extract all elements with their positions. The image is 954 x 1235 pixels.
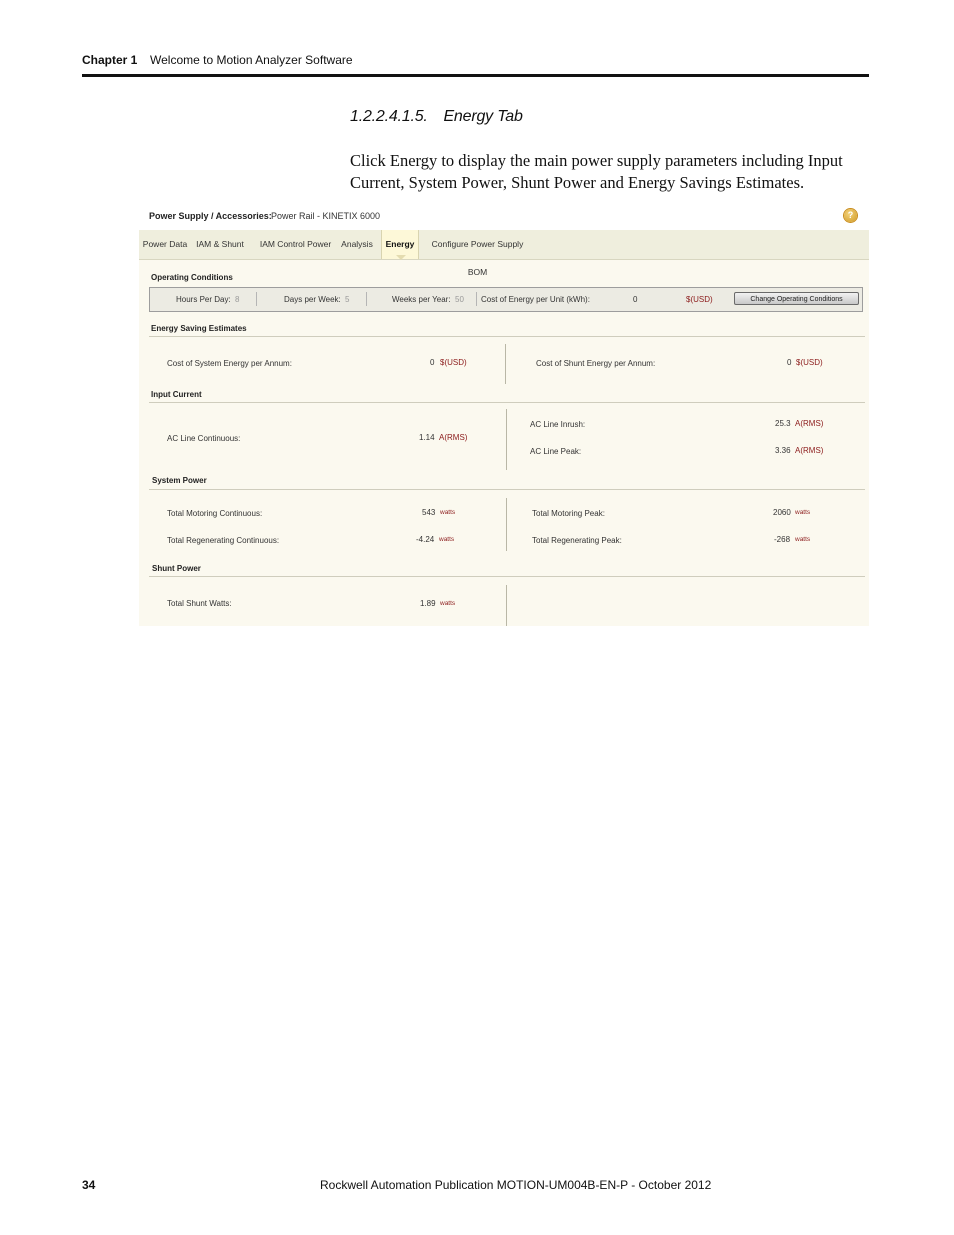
operating-conditions-heading: Operating Conditions [151, 273, 233, 282]
tab-iam-shunt[interactable]: IAM & Shunt [196, 239, 244, 249]
ac-line-inrush-value: 25.3 [775, 419, 791, 428]
ac-line-continuous-unit: A(RMS) [439, 433, 468, 442]
shunt-power-heading: Shunt Power [152, 564, 201, 573]
cost-per-unit-unit: $(USD) [686, 295, 713, 304]
column-divider [506, 409, 507, 470]
power-supply-value: Power Rail - KINETIX 6000 [271, 211, 381, 221]
power-supply-title-bar [139, 203, 869, 230]
total-motoring-peak-unit: watts [795, 509, 811, 516]
divider [256, 292, 257, 306]
ac-line-continuous-label: AC Line Continuous: [167, 434, 241, 443]
total-motoring-continuous-label: Total Motoring Continuous: [167, 509, 263, 518]
operating-conditions-bar [149, 287, 863, 312]
total-regenerating-peak-label: Total Regenerating Peak: [532, 536, 622, 545]
body-paragraph: Click Energy to display the main power supply parameters including Input Current, System Power, Shunt Power and Energy Savings Estimates. [350, 151, 843, 192]
ac-line-continuous-value: 1.14 [419, 433, 435, 442]
tab-iam-control-power[interactable]: IAM Control Power [259, 239, 332, 249]
tab-analysis[interactable]: Analysis [341, 239, 373, 249]
divider [366, 292, 367, 306]
hours-per-day-value: 8 [235, 295, 240, 304]
total-motoring-peak-value: 2060 [773, 508, 791, 517]
section-rule [149, 402, 865, 403]
section-rule [149, 576, 865, 577]
ac-line-peak-value: 3.36 [775, 446, 791, 455]
total-motoring-peak-label: Total Motoring Peak: [532, 509, 605, 518]
section-rule [149, 489, 865, 490]
days-per-week-label: Days per Week: [284, 295, 341, 304]
total-regenerating-peak-unit: watts [795, 536, 811, 543]
ac-line-peak-unit: A(RMS) [795, 446, 824, 455]
hours-per-day-label: Hours Per Day: [176, 295, 231, 304]
column-divider [505, 344, 506, 384]
total-shunt-watts-unit: watts [440, 600, 456, 607]
energy-saving-heading: Energy Saving Estimates [151, 324, 247, 333]
total-regenerating-continuous-label: Total Regenerating Continuous: [167, 536, 280, 545]
chapter-label: Chapter 1 [82, 53, 138, 67]
cost-per-unit-value: 0 [633, 295, 638, 304]
total-regenerating-continuous-unit: watts [439, 536, 455, 543]
tab-power-data[interactable]: Power Data [142, 239, 188, 249]
system-energy-cost-label: Cost of System Energy per Annum: [167, 359, 292, 368]
total-regenerating-continuous-value: -4.24 [416, 535, 435, 544]
chapter-title: Welcome to Motion Analyzer Software [150, 53, 353, 67]
total-motoring-continuous-value: 543 [422, 508, 436, 517]
shunt-energy-cost-value: 0 [787, 358, 792, 367]
shunt-energy-cost-unit: $(USD) [796, 358, 823, 367]
ac-line-inrush-unit: A(RMS) [795, 419, 824, 428]
section-rule [149, 336, 865, 337]
tab-configure-power-supply-bom[interactable]: Configure Power Supply BOM [431, 239, 524, 277]
publication-info: Rockwell Automation Publication MOTION-UM004B-EN-P - October 2012 [320, 1178, 712, 1192]
days-per-week-value: 5 [345, 295, 350, 304]
shunt-energy-cost-label: Cost of Shunt Energy per Annum: [536, 359, 656, 368]
page-number: 34 [82, 1178, 96, 1192]
total-motoring-continuous-unit: watts [440, 509, 456, 516]
cost-per-unit-label: Cost of Energy per Unit (kWh): [481, 295, 590, 304]
tab-energy[interactable]: Energy [381, 230, 419, 259]
change-operating-conditions-button[interactable]: Change Operating Conditions [734, 292, 859, 305]
divider [476, 292, 477, 306]
input-current-heading: Input Current [151, 390, 202, 399]
weeks-per-year-label: Weeks per Year: [392, 295, 451, 304]
system-power-heading: System Power [152, 476, 207, 485]
system-energy-cost-value: 0 [430, 358, 435, 367]
active-tab-pointer [396, 255, 406, 260]
column-divider [506, 585, 507, 626]
system-energy-cost-unit: $(USD) [440, 358, 467, 367]
column-divider [506, 498, 507, 551]
total-shunt-watts-label: Total Shunt Watts: [167, 599, 232, 608]
total-regenerating-peak-value: -268 [774, 535, 791, 544]
ac-line-inrush-label: AC Line Inrush: [530, 420, 586, 429]
total-shunt-watts-value: 1.89 [420, 599, 436, 608]
question-icon[interactable]: ? [844, 209, 857, 222]
ac-line-peak-label: AC Line Peak: [530, 447, 582, 456]
power-supply-label: Power Supply / Accessories: [149, 211, 272, 221]
tab-bar [139, 230, 869, 277]
weeks-per-year-value: 50 [455, 295, 464, 304]
energy-tab-screenshot [139, 203, 869, 626]
section-heading: 1.2.2.4.1.5. Energy Tab [350, 108, 523, 125]
header-rule [82, 74, 869, 77]
